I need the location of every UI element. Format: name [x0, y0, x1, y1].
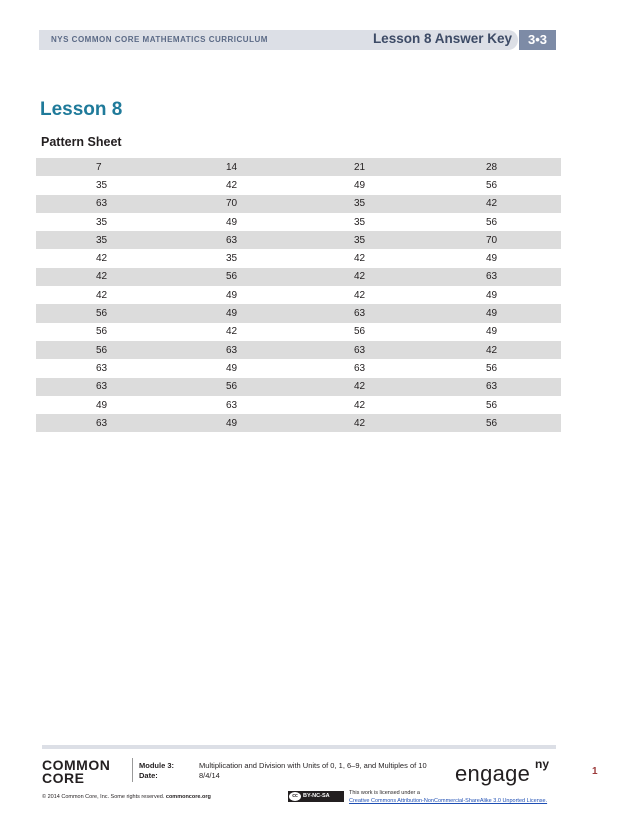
license-badge: [288, 791, 344, 802]
table-row: [36, 414, 561, 432]
table-cell: 63: [96, 198, 108, 210]
table-row: [36, 176, 561, 194]
table-cell: 35: [354, 198, 366, 210]
table-row: [36, 231, 561, 249]
table-cell: 42: [354, 289, 366, 301]
grade-module-badge: 3•3: [519, 30, 556, 50]
table-cell: 42: [354, 399, 366, 411]
table-row: [36, 378, 561, 396]
lesson-title: Lesson 8: [40, 99, 123, 120]
table-cell: 56: [96, 326, 108, 338]
footer-divider: [132, 758, 133, 782]
table-cell: 56: [354, 326, 366, 338]
table-cell: 35: [226, 253, 238, 265]
footer-rule: [42, 745, 556, 749]
table-cell: 35: [354, 216, 366, 228]
answer-key-title: Lesson 8 Answer Key: [372, 31, 512, 46]
table-cell: 42: [96, 289, 108, 301]
table-cell: 42: [354, 417, 366, 429]
table-cell: 49: [226, 308, 238, 320]
date-value: 8/4/14: [199, 771, 220, 780]
table-cell: 56: [486, 399, 498, 411]
table-cell: 42: [486, 344, 498, 356]
table-row: [36, 249, 561, 267]
table-cell: 63: [226, 234, 238, 246]
table-cell: 70: [226, 198, 238, 210]
table-cell: 42: [226, 179, 238, 191]
table-cell: 42: [354, 253, 366, 265]
table-cell: 7: [96, 161, 102, 173]
table-cell: 49: [486, 308, 498, 320]
table-cell: 35: [96, 179, 108, 191]
section-title: Pattern Sheet: [41, 135, 122, 149]
table-cell: 42: [486, 198, 498, 210]
table-cell: 63: [96, 362, 108, 374]
pattern-table-body: [36, 158, 561, 432]
table-cell: 63: [354, 344, 366, 356]
table-cell: 63: [486, 271, 498, 283]
table-cell: 56: [96, 344, 108, 356]
table-cell: 35: [96, 216, 108, 228]
table-cell: 49: [486, 289, 498, 301]
date-label: Date:: [139, 771, 158, 780]
table-cell: 56: [226, 381, 238, 393]
table-row: [36, 286, 561, 304]
table-cell: 56: [486, 179, 498, 191]
table-cell: 42: [96, 271, 108, 283]
table-cell: 63: [96, 417, 108, 429]
table-cell: 63: [96, 381, 108, 393]
creative-commons-icon: cc: [289, 792, 301, 801]
table-row: [36, 341, 561, 359]
table-cell: 49: [226, 216, 238, 228]
table-row: [36, 359, 561, 377]
table-cell: 56: [96, 308, 108, 320]
table-cell: 70: [486, 234, 498, 246]
table-cell: 56: [226, 271, 238, 283]
table-cell: 42: [354, 271, 366, 283]
copyright-text: © 2014 Common Core, Inc. Some rights reserved.: [42, 794, 165, 800]
table-cell: 49: [226, 417, 238, 429]
engage-ny-logo: ny: [535, 757, 550, 771]
copyright-notice: [42, 794, 211, 800]
table-cell: 35: [96, 234, 108, 246]
pattern-table: [36, 158, 561, 432]
license-badge-text: BY-NC-SA: [303, 793, 330, 799]
table-row: [36, 396, 561, 414]
table-cell: 21: [354, 161, 366, 173]
table-cell: 42: [354, 381, 366, 393]
table-cell: 56: [486, 216, 498, 228]
engage-logo: engage: [455, 761, 531, 786]
table-row: [36, 213, 561, 231]
copyright-site: commoncore.org: [165, 794, 211, 800]
table-row: [36, 304, 561, 322]
table-cell: 14: [226, 161, 238, 173]
curriculum-title: NYS COMMON CORE MATHEMATICS CURRICULUM: [51, 35, 268, 44]
logo-line-core: CORE: [42, 770, 85, 786]
table-row: [36, 323, 561, 341]
table-cell: 63: [354, 308, 366, 320]
table-cell: 63: [226, 399, 238, 411]
table-cell: 63: [486, 381, 498, 393]
table-cell: 63: [226, 344, 238, 356]
table-cell: 49: [226, 289, 238, 301]
table-cell: 42: [96, 253, 108, 265]
table-cell: 49: [226, 362, 238, 374]
page-number: 1: [592, 766, 598, 777]
license-line1: This work is licensed under a: [349, 790, 420, 796]
table-cell: 49: [354, 179, 366, 191]
common-core-logo: [42, 759, 122, 785]
table-cell: 28: [486, 161, 498, 173]
table-cell: 63: [354, 362, 366, 374]
table-cell: 42: [226, 326, 238, 338]
table-cell: 35: [354, 234, 366, 246]
table-cell: 56: [486, 362, 498, 374]
table-row: [36, 268, 561, 286]
module-value: Multiplication and Division with Units of 0, 1, 6–9, and Multiples of 10: [199, 761, 427, 770]
table-row: [36, 158, 561, 176]
table-cell: 49: [486, 326, 498, 338]
table-row: [36, 195, 561, 213]
module-label: Module 3:: [139, 761, 174, 770]
license-link[interactable]: Creative Commons Attribution-NonCommercial-ShareAlike 3.0 Unported License.: [349, 798, 548, 804]
logo-line-common: COMMON: [42, 757, 111, 773]
table-cell: 49: [486, 253, 498, 265]
table-cell: 56: [486, 417, 498, 429]
table-cell: 49: [96, 399, 108, 411]
